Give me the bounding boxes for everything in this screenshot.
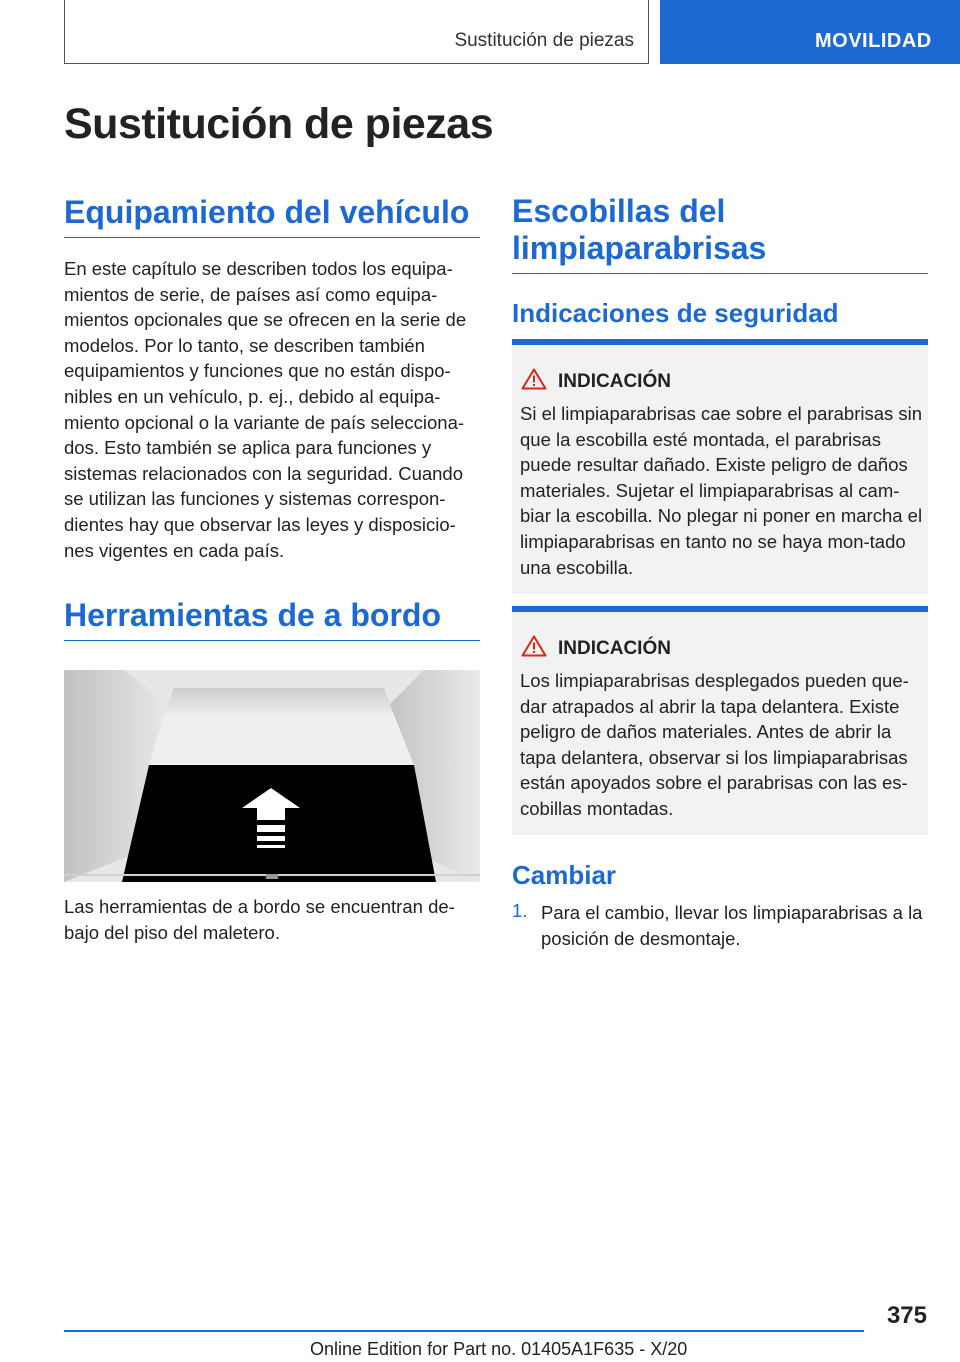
notice-text: Si el limpiaparabrisas cae sobre el parabrisas sin que la escobilla esté montada, el parabrisas puede resultar dañado. Existe peligro de daños materiales. Sujetar el limpiaparabrisas al cam-biar la escobilla. No plegar ni poner en marcha el limpiaparabrisas en tanto no se haya mon-tado una escobilla.	[520, 403, 923, 578]
notice-text: Los limpiaparabrisas desplegados pueden que-dar atrapados al abrir la tapa delantera. Existe peligro de daños materiales. Antes de abrir la tapa delantera, observar si los limpiaparabrisas están apoyados sobre el parabrisas con las es-cobillas montadas.	[520, 670, 909, 819]
step-text: Para el cambio, llevar los limpiaparabrisas a la posición de desmontaje.	[541, 902, 923, 949]
boot-illustration	[64, 670, 480, 882]
equipment-paragraph: En este capítulo se describen todos los equipa-mientos de serie, de países así como equipa-mientos opcionales que se ofrecen en la serie de modelos. Por lo tanto, se describen también equipamientos y funciones que no están dispo-nibles en un vehículo, p. ej., debido al equipa-miento opcional o la variante de país selecciona-dos. Esto también se aplica para funciones y sistemas relacionados con la seguridad. Cuando se utilizan las funciones y sistemas correspon-dientes hay que observar las leyes y disposicio-nes vigentes en cada país.	[64, 258, 467, 561]
notice-box	[512, 606, 928, 835]
notice-label: INDICACIÓN	[558, 638, 671, 659]
footer-divider	[64, 1330, 864, 1332]
heading-wiper-blades: Escobillas del limpiaparabrisas	[512, 193, 928, 274]
heading-tools: Herramientas de a bordo	[64, 596, 480, 641]
tools-paragraph: Las herramientas de a bordo se encuentran de-bajo del piso del maletero.	[64, 896, 455, 943]
boot-floor-image	[64, 670, 480, 882]
header-chapter-box	[64, 0, 649, 64]
warning-triangle-icon	[521, 368, 547, 390]
warning-triangle-icon	[521, 635, 547, 657]
notice-box	[512, 339, 928, 594]
heading-equipment: Equipamiento del vehículo	[64, 193, 480, 238]
header-section-label: MOVILIDAD	[815, 30, 932, 52]
header-section-tab[interactable]	[660, 0, 960, 64]
heading-safety: Indicaciones de seguridad	[512, 298, 839, 328]
notice-label: INDICACIÓN	[558, 371, 671, 392]
page-title: Sustitución de piezas	[64, 100, 494, 148]
step-number: 1.	[512, 900, 528, 921]
page-number: 375	[886, 1302, 927, 1329]
heading-change: Cambiar	[512, 860, 617, 890]
header-chapter-title: Sustitución de piezas	[454, 30, 634, 51]
footer-edition: Online Edition for Part no. 01405A1F635 - X/20	[310, 1339, 688, 1359]
